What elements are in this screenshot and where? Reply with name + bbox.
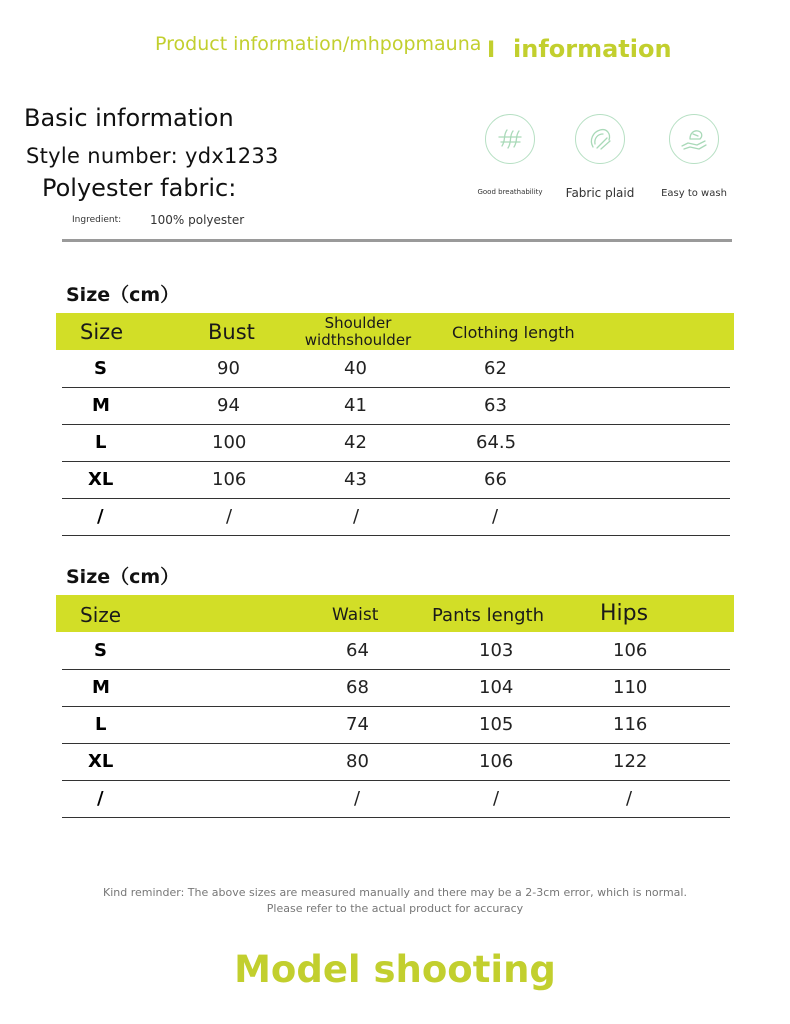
cell-size: / xyxy=(97,506,104,527)
cell-size: L xyxy=(95,432,107,453)
cell-bust: / xyxy=(226,506,233,527)
cell-shoulder: 42 xyxy=(344,432,367,453)
cell-pants-length: 103 xyxy=(479,640,514,661)
cell-pants-length: 106 xyxy=(479,751,514,772)
header-size: Size xyxy=(80,603,122,627)
header-hips: Hips xyxy=(600,601,649,626)
reminder-line-2: Please refer to the actual product for accuracy xyxy=(266,902,524,915)
cell-waist: / xyxy=(354,788,361,809)
header-waist: Waist xyxy=(332,605,379,625)
header-right-text: information xyxy=(513,35,672,63)
model-shooting-title: Model shooting xyxy=(234,948,556,991)
feature-label: Fabric plaid xyxy=(565,186,635,200)
cell-bust: 94 xyxy=(217,395,240,416)
header-left-text: Product information/mhpopmauna xyxy=(155,33,482,55)
header-bust: Bust xyxy=(208,320,255,344)
cell-shoulder: 41 xyxy=(344,395,367,416)
cell-waist: 74 xyxy=(346,714,369,735)
cell-bust: 106 xyxy=(212,469,247,490)
cell-hips: 106 xyxy=(613,640,648,661)
table-row xyxy=(62,498,730,536)
ingredient-label: Ingredient: xyxy=(72,215,122,225)
cell-hips: 116 xyxy=(613,714,648,735)
cell-length: 62 xyxy=(484,358,507,379)
top-table-header xyxy=(56,313,734,350)
cell-size: XL xyxy=(88,751,114,772)
bottom-table-header xyxy=(56,595,734,632)
table-row xyxy=(62,743,730,781)
cell-pants-length: / xyxy=(493,788,500,809)
cell-hips: 110 xyxy=(613,677,648,698)
cell-length: / xyxy=(492,506,499,527)
header-divider-mark: I xyxy=(487,38,496,63)
table-row xyxy=(62,350,730,388)
cell-pants-length: 105 xyxy=(479,714,514,735)
fabric-title: Polyester fabric: xyxy=(42,174,237,202)
cell-size: S xyxy=(94,358,107,379)
cell-size: S xyxy=(94,640,107,661)
table-row xyxy=(62,632,730,670)
cell-waist: 80 xyxy=(346,751,369,772)
cell-size: XL xyxy=(88,469,114,490)
feature-easy-wash xyxy=(639,114,749,199)
table-row xyxy=(62,461,730,499)
cell-waist: 64 xyxy=(346,640,369,661)
cell-length: 64.5 xyxy=(476,432,517,453)
table-row xyxy=(62,780,730,818)
cell-shoulder: 43 xyxy=(344,469,367,490)
cell-bust: 100 xyxy=(212,432,247,453)
cell-bust: 90 xyxy=(217,358,240,379)
cell-shoulder: / xyxy=(353,506,360,527)
table-row xyxy=(62,669,730,707)
top-table-size-label: Size（cm） xyxy=(66,284,180,306)
basic-info-title: Basic information xyxy=(24,104,234,132)
header-pants-length: Pants length xyxy=(432,605,545,626)
bottom-table-size-label: Size（cm） xyxy=(66,566,180,588)
cell-hips: / xyxy=(626,788,633,809)
fabric-plaid-icon xyxy=(575,114,625,164)
ingredient-value: 100% polyester xyxy=(150,213,245,227)
header-clothing-length: Clothing length xyxy=(452,323,575,342)
cell-size: M xyxy=(92,677,110,698)
cell-size: L xyxy=(95,714,107,735)
header-shoulder-line1: Shoulder xyxy=(324,314,392,332)
cell-shoulder: 40 xyxy=(344,358,367,379)
cell-length: 66 xyxy=(484,469,507,490)
cell-size: / xyxy=(97,788,104,809)
cell-hips: 122 xyxy=(613,751,648,772)
reminder-line-1: Kind reminder: The above sizes are measured manually and there may be a 2-3cm error, which is normal. xyxy=(103,886,687,899)
feature-label: Good breathability xyxy=(477,188,543,196)
table-row xyxy=(62,387,730,425)
header-shoulder-line2: widthshoulder xyxy=(304,331,412,349)
style-number: Style number: ydx1233 xyxy=(26,144,279,168)
table-row xyxy=(62,424,730,462)
cell-pants-length: 104 xyxy=(479,677,514,698)
cell-waist: 68 xyxy=(346,677,369,698)
header-shoulder xyxy=(298,315,418,349)
breathability-icon xyxy=(485,114,535,164)
section-divider xyxy=(62,239,732,242)
cell-size: M xyxy=(92,395,110,416)
cell-length: 63 xyxy=(484,395,507,416)
header-size: Size xyxy=(80,320,124,344)
table-row xyxy=(62,706,730,744)
easy-wash-icon xyxy=(669,114,719,164)
feature-label: Easy to wash xyxy=(661,188,727,199)
